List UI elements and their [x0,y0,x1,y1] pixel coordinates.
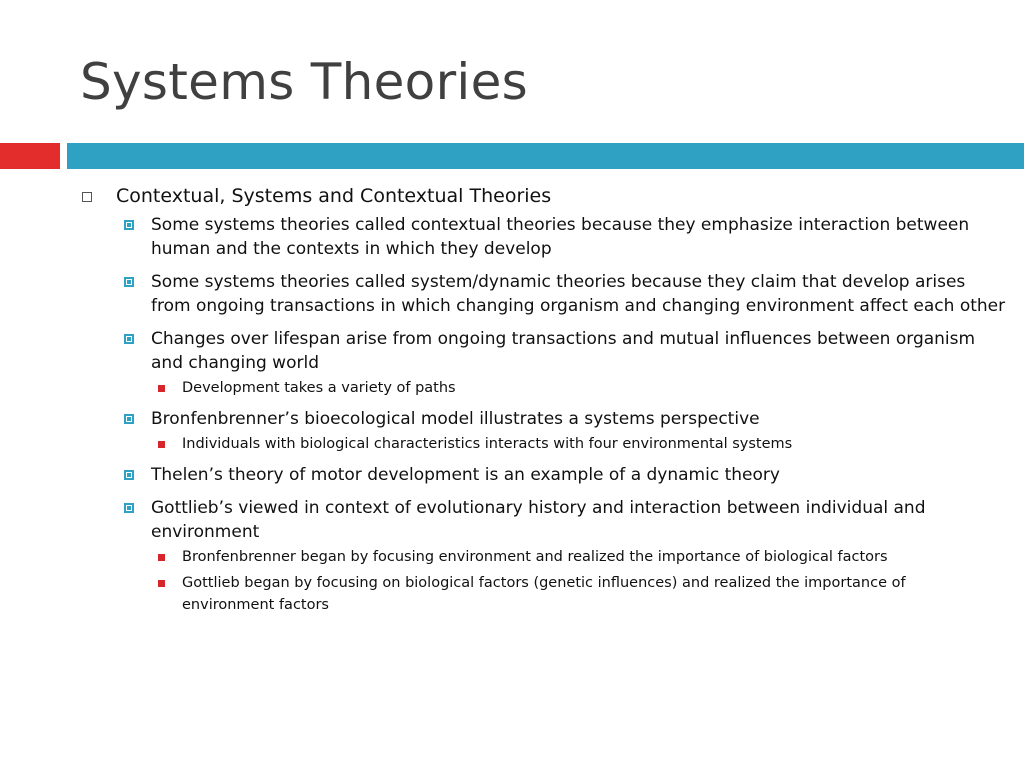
blue-square-bullet-icon [124,414,134,424]
sub-sub-bullet-item [0,377,1024,399]
sub-bullet-item [0,496,1024,544]
sub-sub-bullet-item [0,572,1024,616]
sub-sub-bullet-item [0,433,1024,455]
bullet-text: Development takes a variety of paths [182,380,456,396]
blue-square-bullet-icon [124,503,134,513]
red-square-bullet-icon [158,441,165,448]
bullet-text: Bronfenbrenner’s bioecological model illustrates a systems perspective [151,409,760,429]
sub-bullet-item [0,213,1024,261]
bullet-list [0,181,1024,624]
sub-sub-bullet-item [0,546,1024,568]
bullet-text: Individuals with biological characteristics interacts with four environmental systems [182,436,793,452]
sub-bullet-item [0,270,1024,318]
bullet-text: Bronfenbrenner began by focusing environment and realized the importance of biological factors [182,549,888,565]
red-square-bullet-icon [158,385,165,392]
blue-square-bullet-icon [124,470,134,480]
blue-square-bullet-icon [124,334,134,344]
bullet-text: Some systems theories called contextual theories because they emphasize interaction between human and the contexts in which they develop [151,215,970,259]
red-square-bullet-icon [158,554,165,561]
bullet-text: Some systems theories called system/dynamic theories because they claim that develop arises from ongoing transactions in which changing organism and changing environment affect each other [151,272,1006,316]
sub-bullet-item [0,463,1024,487]
bullet-text: Gottlieb began by focusing on biological factors (genetic influences) and realized the importance of environment factors [182,575,906,613]
blue-square-bullet-icon [124,220,134,230]
red-square-bullet-icon [158,580,165,587]
accent-bar-blue [67,143,1024,169]
accent-bar-red [0,143,60,169]
blue-square-bullet-icon [124,277,134,287]
bullet-text: Changes over lifespan arise from ongoing transactions and mutual influences between organism and changing world [151,329,976,373]
bullet-text: Contextual, Systems and Contextual Theories [116,185,552,207]
hollow-square-bullet-icon [82,192,92,202]
slide-title: Systems Theories [80,53,529,111]
bullet-text: Thelen’s theory of motor development is an example of a dynamic theory [151,465,780,485]
bullet-item [0,181,1024,211]
sub-bullet-item [0,407,1024,431]
bullet-text: Gottlieb’s viewed in context of evolutionary history and interaction between individual and environment [151,498,926,542]
sub-bullet-item [0,327,1024,375]
